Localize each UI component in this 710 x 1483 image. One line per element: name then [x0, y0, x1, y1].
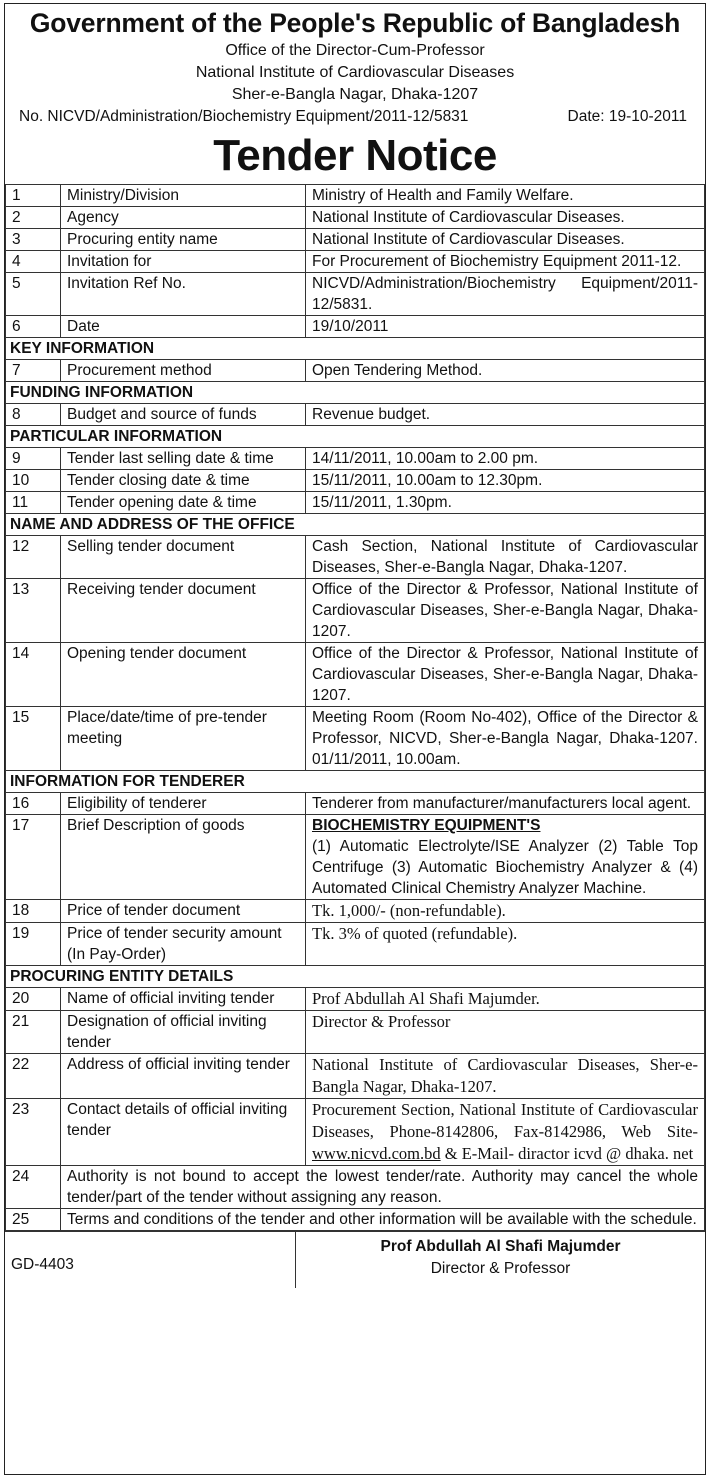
reference-number: No. NICVD/Administration/Biochemistry Equipment/2011-12/5831	[19, 108, 469, 125]
tender-details-table	[5, 184, 705, 1231]
table-row	[6, 207, 705, 229]
value-text: Ministry of Health and Family Welfare.	[312, 187, 574, 204]
row-label: Procuring entity name	[61, 229, 306, 251]
row-label: Brief Description of goods	[61, 815, 306, 900]
row-number: 6	[6, 316, 61, 338]
row-number: 22	[6, 1054, 61, 1099]
table-row	[6, 360, 705, 382]
row-number: 16	[6, 793, 61, 815]
section-header-row	[6, 966, 705, 988]
row-number: 7	[6, 360, 61, 382]
value-text: NICVD/Administration/Biochemistry Equipment/2011-12/5831.	[312, 275, 698, 313]
row-value	[306, 1099, 705, 1166]
row-label: Opening tender document	[61, 643, 306, 707]
row-value	[306, 900, 705, 923]
goods-heading: BIOCHEMISTRY EQUIPMENT'S	[312, 817, 541, 834]
office-line: Office of the Director-Cum-Professor	[225, 42, 485, 59]
value-text: Director & Professor	[312, 1012, 451, 1031]
table-row	[6, 923, 705, 966]
table-row	[6, 643, 705, 707]
tender-notice-page	[4, 3, 706, 1475]
table-row	[6, 185, 705, 207]
section-header-row	[6, 514, 705, 536]
row-value	[306, 273, 705, 316]
row-label: Contact details of official inviting tender	[61, 1099, 306, 1166]
row-value	[306, 404, 705, 426]
row-value	[306, 207, 705, 229]
table-row	[6, 1099, 705, 1166]
table-row	[6, 815, 705, 900]
reference-row	[5, 106, 705, 128]
value-text: 15/11/2011, 1.30pm.	[312, 494, 452, 511]
section-title: FUNDING INFORMATION	[6, 382, 705, 404]
table-row	[6, 1166, 705, 1209]
row-label: Invitation for	[61, 251, 306, 273]
notice-title: Tender Notice	[213, 131, 497, 180]
row-label: Name of official inviting tender	[61, 988, 306, 1011]
row-label: Eligibility of tenderer	[61, 793, 306, 815]
table-row	[6, 900, 705, 923]
value-text: Tk. 3% of quoted (refundable).	[312, 924, 518, 943]
row-number: 10	[6, 470, 61, 492]
row-value	[306, 1054, 705, 1099]
value-text: Procurement Section, National Institute of Cardiovascular Diseases, Phone-8142806, Fax-8142986, Web Site-	[312, 1100, 698, 1141]
table-row	[6, 273, 705, 316]
row-value	[306, 579, 705, 643]
value-text-after: & E-Mail- diractor icvd @ dhaka. net	[440, 1144, 694, 1163]
row-number: 17	[6, 815, 61, 900]
value-text: Cash Section, National Institute of Cardiovascular Diseases, Sher-e-Bangla Nagar, Dhaka-1207.	[312, 538, 698, 576]
row-label: Invitation Ref No.	[61, 273, 306, 316]
row-note: Authority is not bound to accept the lowest tender/rate. Authority may cancel the whole tender/part of the tender without assigning any reason.	[61, 1166, 705, 1209]
website-link: www.nicvd.com.bd	[312, 1144, 441, 1163]
row-value	[306, 1011, 705, 1054]
row-number: 8	[6, 404, 61, 426]
row-value	[306, 643, 705, 707]
value-text: National Institute of Cardiovascular Diseases.	[312, 209, 625, 226]
row-value	[306, 988, 705, 1011]
row-value	[306, 470, 705, 492]
institute-line: National Institute of Cardiovascular Diseases	[195, 64, 515, 81]
row-label: Date	[61, 316, 306, 338]
section-header-row	[6, 382, 705, 404]
section-title: INFORMATION FOR TENDERER	[6, 771, 705, 793]
table-row	[6, 1054, 705, 1099]
table-row	[6, 470, 705, 492]
row-number: 13	[6, 579, 61, 643]
value-text: Tenderer from manufacturer/manufacturers local agent.	[312, 795, 692, 812]
section-title: KEY INFORMATION	[6, 338, 705, 360]
notice-date: Date: 19-10-2011	[567, 108, 687, 125]
section-header-row	[6, 771, 705, 793]
section-title: PROCURING ENTITY DETAILS	[6, 966, 705, 988]
row-label: Ministry/Division	[61, 185, 306, 207]
row-label: Procurement method	[61, 360, 306, 382]
row-value	[306, 707, 705, 771]
row-value	[306, 448, 705, 470]
value-text: Revenue budget.	[312, 406, 431, 423]
row-value	[306, 251, 705, 273]
row-number: 12	[6, 536, 61, 579]
value-text: 15/11/2011, 10.00am to 12.30pm.	[312, 472, 543, 489]
signature-block	[296, 1232, 705, 1288]
value-text: National Institute of Cardiovascular Diseases.	[312, 231, 625, 248]
row-number: 1	[6, 185, 61, 207]
row-value	[306, 793, 705, 815]
signatory-designation: Director & Professor	[430, 1260, 571, 1277]
row-number: 4	[6, 251, 61, 273]
row-number: 11	[6, 492, 61, 514]
table-row	[6, 988, 705, 1011]
row-number: 14	[6, 643, 61, 707]
section-header-row	[6, 426, 705, 448]
row-label: Tender last selling date & time	[61, 448, 306, 470]
row-note: Terms and conditions of the tender and other information will be available with the schedule.	[61, 1209, 705, 1231]
row-number: 23	[6, 1099, 61, 1166]
value-text: (1) Automatic Electrolyte/ISE Analyzer (2) Table Top Centrifuge (3) Automatic Biochemistry Analyzer & (4) Automated Clinical Chemistry Analyzer Machine.	[312, 838, 698, 897]
row-value	[306, 360, 705, 382]
value-text: Office of the Director & Professor, National Institute of Cardiovascular Diseases, Sher-e-Bangla Nagar, Dhaka-1207.	[312, 581, 698, 640]
letterhead	[5, 4, 705, 106]
row-label: Receiving tender document	[61, 579, 306, 643]
row-label: Price of tender security amount (In Pay-Order)	[61, 923, 306, 966]
section-title: NAME AND ADDRESS OF THE OFFICE	[6, 514, 705, 536]
row-label: Tender opening date & time	[61, 492, 306, 514]
row-value	[306, 229, 705, 251]
row-label: Designation of official inviting tender	[61, 1011, 306, 1054]
row-value	[306, 536, 705, 579]
value-text: For Procurement of Biochemistry Equipment 2011-12.	[312, 253, 682, 270]
value-text: Office of the Director & Professor, National Institute of Cardiovascular Diseases, Sher-e-Bangla Nagar, Dhaka-1207.	[312, 645, 698, 704]
row-value	[306, 316, 705, 338]
address-line: Sher-e-Bangla Nagar, Dhaka-1207	[231, 86, 479, 103]
row-label: Budget and source of funds	[61, 404, 306, 426]
government-heading: Government of the People's Republic of Bangladesh	[29, 8, 681, 38]
row-number: 3	[6, 229, 61, 251]
row-number: 24	[6, 1166, 61, 1209]
footer	[5, 1231, 705, 1288]
value-text: 14/11/2011, 10.00am to 2.00 pm.	[312, 450, 539, 467]
row-number: 19	[6, 923, 61, 966]
row-label: Agency	[61, 207, 306, 229]
row-value	[306, 185, 705, 207]
table-row	[6, 793, 705, 815]
table-row	[6, 579, 705, 643]
gd-code: GD-4403	[5, 1232, 296, 1288]
value-text: 19/10/2011	[312, 318, 389, 335]
table-row	[6, 492, 705, 514]
row-number: 5	[6, 273, 61, 316]
row-label: Address of official inviting tender	[61, 1054, 306, 1099]
row-number: 15	[6, 707, 61, 771]
row-number: 25	[6, 1209, 61, 1231]
row-value	[306, 492, 705, 514]
value-text: National Institute of Cardiovascular Diseases, Sher-e-Bangla Nagar, Dhaka-1207.	[312, 1055, 698, 1096]
table-row	[6, 1209, 705, 1231]
row-label: Place/date/time of pre-tender meeting	[61, 707, 306, 771]
table-row	[6, 448, 705, 470]
row-number: 2	[6, 207, 61, 229]
table-row	[6, 1011, 705, 1054]
table-row	[6, 251, 705, 273]
table-row	[6, 707, 705, 771]
section-title: PARTICULAR INFORMATION	[6, 426, 705, 448]
row-value	[306, 923, 705, 966]
value-text: Tk. 1,000/- (non-refundable).	[312, 901, 506, 920]
row-label: Selling tender document	[61, 536, 306, 579]
section-header-row	[6, 338, 705, 360]
value-text: Open Tendering Method.	[312, 362, 483, 379]
table-row	[6, 229, 705, 251]
table-row	[6, 404, 705, 426]
signatory-name: Prof Abdullah Al Shafi Majumder	[380, 1238, 621, 1255]
row-number: 21	[6, 1011, 61, 1054]
row-number: 9	[6, 448, 61, 470]
value-text: Meeting Room (Room No-402), Office of the Director & Professor, NICVD, Sher-e-Bangla Nagar, Dhaka-1207. 01/11/2011, 10.00am.	[312, 709, 698, 768]
value-text: Prof Abdullah Al Shafi Majumder.	[312, 989, 540, 1008]
row-value	[306, 815, 705, 900]
table-row	[6, 316, 705, 338]
row-number: 18	[6, 900, 61, 923]
row-label: Price of tender document	[61, 900, 306, 923]
row-number: 20	[6, 988, 61, 1011]
row-label: Tender closing date & time	[61, 470, 306, 492]
table-row	[6, 536, 705, 579]
